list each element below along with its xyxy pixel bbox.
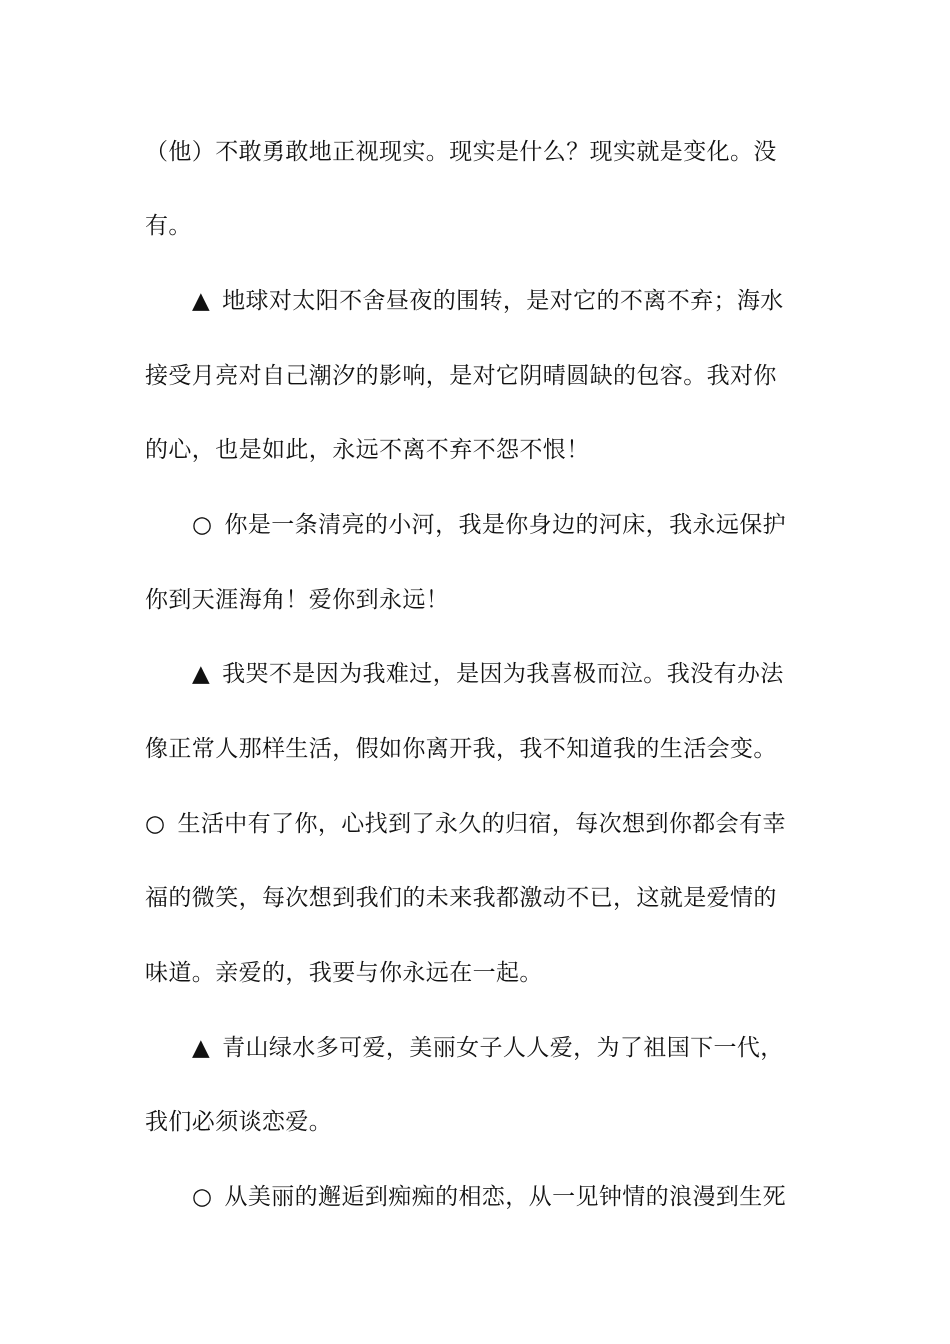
circle-icon: ○ xyxy=(192,1184,213,1210)
text-line: 我哭不是因为我难过，是因为我喜极而泣。我没有办法 xyxy=(222,661,784,687)
text-line: 有。 xyxy=(145,213,192,239)
text-line: 接受月亮对自己潮汐的影响，是对它阴晴圆缺的包容。我对你 xyxy=(145,363,777,389)
text-line: 我们必须谈恋爱。 xyxy=(145,1109,333,1135)
text-line: 的心，也是如此，永远不离不弃不怨不恨！ xyxy=(145,437,590,463)
text-line: 从美丽的邂逅到痴痴的相恋，从一见钟情的浪漫到生死 xyxy=(224,1184,787,1210)
text-line: 像正常人那样生活，假如你离开我，我不知道我的生活会变。 xyxy=(145,736,777,762)
paragraph-first-line xyxy=(145,804,810,844)
text-line: 福的微笑，每次想到我们的未来我都激动不已，这就是爱情的 xyxy=(145,885,777,911)
circle-icon: ○ xyxy=(192,512,213,538)
triangle-icon: ▲ xyxy=(192,1035,211,1061)
text-line: （他）不敢勇敢地正视现实。现实是什么？现实就是变化。没 xyxy=(145,139,777,165)
paragraph-first-line xyxy=(192,1028,810,1068)
text-line: 地球对太阳不舍昼夜的围转，是对它的不离不弃；海水 xyxy=(222,288,784,314)
text-line: 味道。亲爱的，我要与你永远在一起。 xyxy=(145,960,543,986)
text-line: 青山绿水多可爱，美丽女子人人爱，为了祖国下一代， xyxy=(222,1035,784,1061)
text-line: 你是一条清亮的小河，我是你身边的河床，我永远保护 xyxy=(224,512,787,538)
paragraph-first-line xyxy=(192,654,810,694)
paragraph-first-line xyxy=(192,1177,810,1217)
paragraph-first-line xyxy=(192,505,810,545)
triangle-icon: ▲ xyxy=(192,661,211,687)
triangle-icon: ▲ xyxy=(192,288,211,314)
paragraph-first-line xyxy=(192,281,810,321)
text-line: 生活中有了你，心找到了永久的归宿，每次想到你都会有幸 xyxy=(177,811,786,837)
circle-icon: ○ xyxy=(145,811,166,837)
text-line: 你到天涯海角！爱你到永远！ xyxy=(145,587,450,613)
